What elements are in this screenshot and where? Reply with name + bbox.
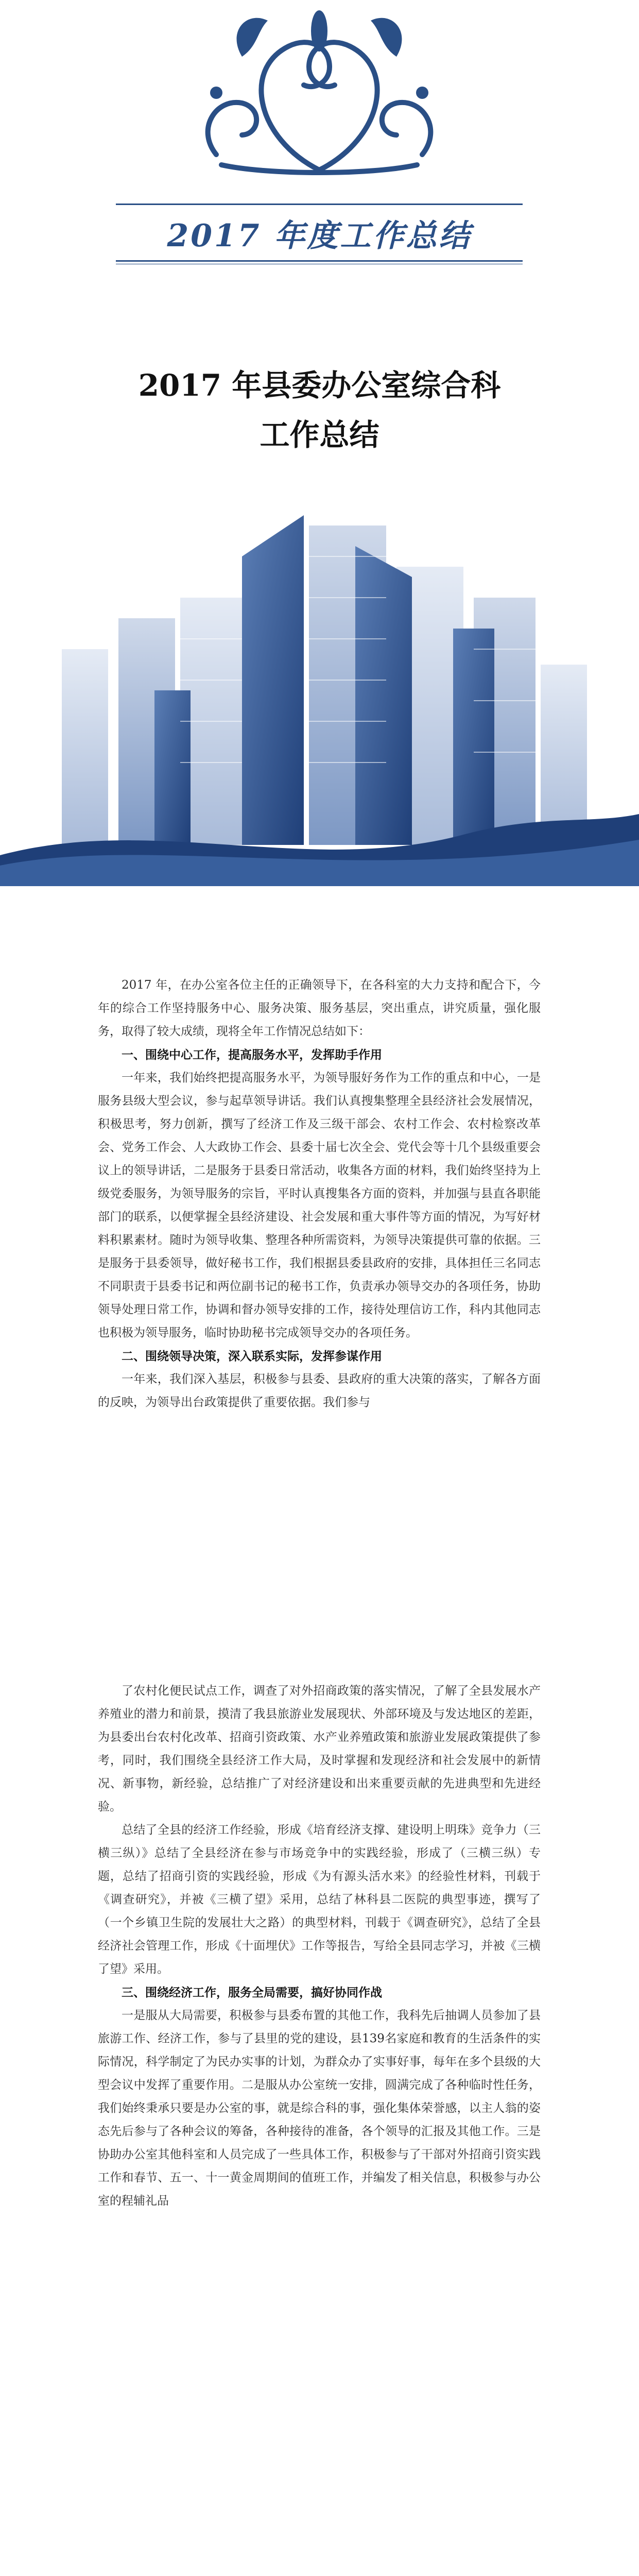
banner-top-rule [116,204,523,205]
body-paragraph: 一年来，我们深入基层，积极参与县委、县政府的重大决策的落实，了解各方面的反映，为领导出台政策提供了重要依据。我们参与 [98,1372,541,1409]
body-paragraph: 总结了全县的经济工作经验，形成《培育经济支撑、建设明上明珠》竞争力（三横三纵）》总结了全县经济在参与市场竞争中的实践经验，形成了（三横三纵）专题，总结了招商引资的实践经验，形成《为有源头活水来》的经验性材料，刊载于《调查研究》，并被《三横了望》采用，总结了林科县二医院的典型事迹，撰写了（一个乡镇卫生院的发展壮大之路）的典型材料，刊载于《调查研究》，总结了全县经济社会管理工作，形成《十面埋伏》工作等报告，写给全县同志学习，并被《三横了望》采用。 [98,1823,541,1976]
body-paragraph: 了农村化便民试点工作，调查了对外招商政策的落实情况，了解了全县发展水产养殖业的潜力和前景，摸清了我县旅游业发展现状、外部环境及与发达地区的差距，为县委出台农村化改革、招商引资政策、水产业养殖政策和旅游业发展政策提供了参考，同时，我们围绕全县经济工作大局，及时掌握和发现经济和社会发展中的新情况、新事物，新经验，总结推广了对经济建设和出来重要贡献的先进典型和先进经验。 [98,1684,541,1814]
section-heading: 三、围绕经济工作，服务全局需要，搞好协同作战 [122,1986,382,1999]
banner-title: 2017 年度工作总结 [167,218,472,254]
body-paragraph: 一年来，我们始终把提高服务水平，为领导服好务作为工作的重点和中心，一是服务县级大型会议，参与起草领导讲话。我们认真搜集整理全县经济社会发展情况，积极思考，努力创新，撰写了经济工作及三级干部会、农村工作会、农村检察改革会、党务工作会、人大政协工作会、县委十届七次全会、党代会等十几个县级重要会议上的领导讲话，二是服务于县委日常活动，收集各方面的材料，我们始终坚持为上级党委服务，为领导服务的宗旨，平时认真搜集各方面的资料，并加强与县直各职能部门的联系，以便掌握全县经济建设、社会发展和重大事件等方面的情况，为写好材料积累素材。随时为领导收集、整理各种所需资料，为领导决策提供可靠的依据。三是服务于县委领导，做好秘书工作，我们根据县委县政府的安排，具体担任三名同志不同职责于县委书记和两位副书记的秘书工作，负责承办领导交办的各项任务，协助领导处理日常工作，协调和督办领导安排的工作，接待处理信访工作，科内其他同志也积极为领导服务，临时协助秘书完成领导交办的各项任务。 [98,1071,541,1340]
banner-bottom-rule [116,260,523,262]
body-section-2 [98,1680,541,2213]
body-section-1 [98,974,541,1414]
city-skyline-illustration [0,495,639,886]
section-heading: 二、围绕领导决策，深入联系实际，发挥参谋作用 [122,1349,382,1363]
document-title-line2: 工作总结 [260,417,379,452]
body-paragraph: 一是服从大局需要，积极参与县委布置的其他工作，我科先后抽调人员参加了县旅游工作、经济工作，参与了县里的党的建设，县139名家庭和教育的生活条件的实际情况，科学制定了为民办实事的计划，为群众办了实事好事，每年在多个县级的大型会议中发挥了重要作用。二是服从办公室统一安排，圆满完成了各种临时性任务，我们始终秉承只要是办公室的事，就是综合科的事，强化集体荣誉感，以主人翁的姿态先后参与了各种会议的筹备，各种接待的准备，各个领导的汇报及其他工作。三是协助办公室其他科室和人员完成了一些具体工作，积极参与了干部对外招商引资实践工作和春节、五一、十一黄金周期间的值班工作，并编发了相关信息，积极参与办公室的程辅礼品 [98,2009,541,2208]
section-heading: 一、围绕中心工作，提高服务水平，发挥助手作用 [122,1048,382,1062]
document-title [51,361,588,460]
ornament-icon [0,0,639,185]
body-paragraph: 2017 年，在办公室各位主任的正确领导下，在各科室的大力支持和配合下，今年的综合工作坚持服务中心、服务决策、服务基层，突出重点，讲究质量，强化服务，取得了较大成绩，现将全年工作情况总结如下： [98,978,541,1038]
document-title-line1: 2017 年县委办公室综合科 [138,368,501,403]
